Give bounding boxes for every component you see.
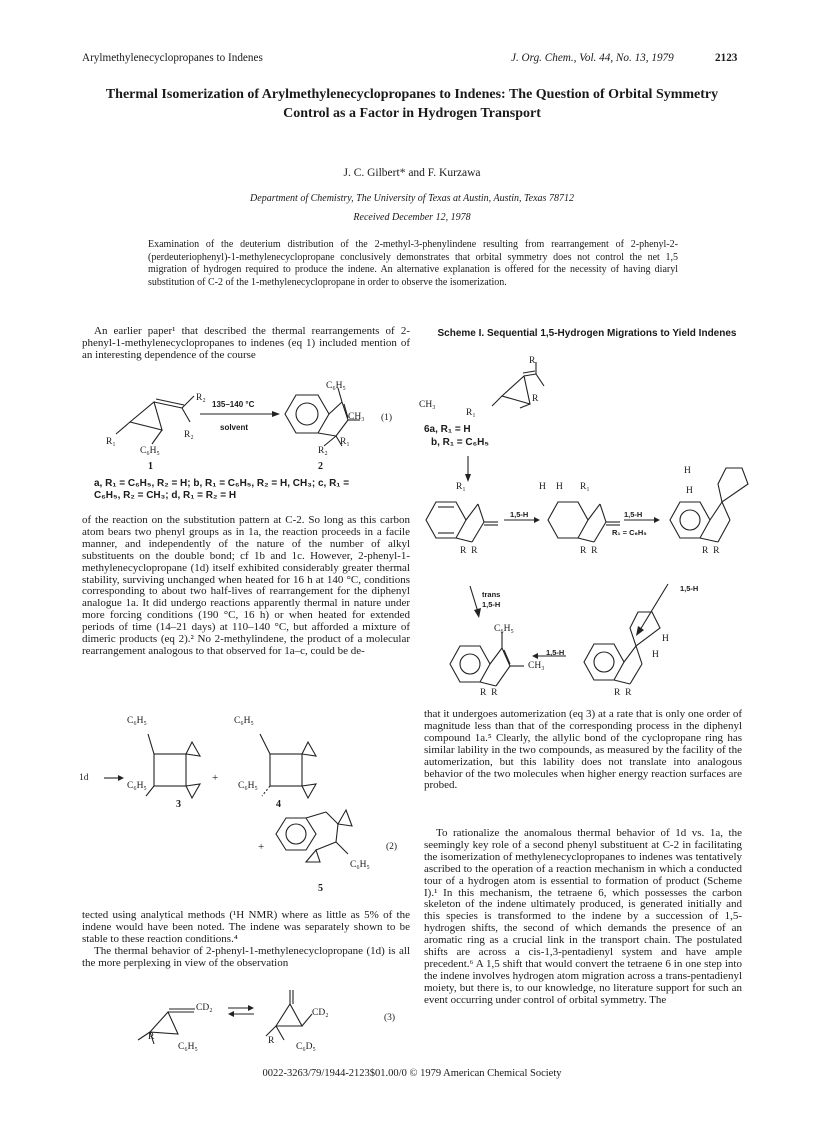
scheme-r1-tetraene: R₁ [466,408,476,418]
scheme-1-structures [420,356,740,696]
eq3-cd2-left: CD₂ [196,1003,213,1013]
cyclobutane-3 [154,754,186,786]
scheme-methyl: CH₃ [419,400,436,410]
benzene-ring [285,395,329,433]
scheme-r-6: R [713,546,720,556]
eq1-r1-left: R₁ [106,437,116,447]
article-title: Thermal Isomerization of Arylmethylenecyclopropanes to Indenes: The Question of Orbital Symmetry Control as a Factor in Hydrogen Transport [105,87,719,121]
running-title: Arylmethylenecyclopropanes to Indenes [82,52,263,64]
cyclopropane-left [150,1012,178,1034]
eq1-methyl: CH₃ [348,412,365,422]
eq3-number: (3) [384,1013,396,1023]
eq1-r1-right: R₁ [340,437,350,447]
paragraph-intro: An earlier paper¹ that described the thermal rearrangements of 2-phenyl-1-methylenecyclopropanes to indenes (eq 1) included mention of an interesting dependence of the course [82,325,410,361]
scheme-step-1: 1,5-H [510,510,529,519]
eq1-r2-right: R₂ [318,446,328,456]
eq1-number: (1) [381,413,393,423]
scheme-h-b: H [556,482,563,492]
journal-citation: J. Org. Chem., Vol. 44, No. 13, 1979 [511,52,674,64]
eq1-solvent: solvent [220,423,249,432]
compound-3-label: 3 [176,799,181,810]
eq1-legend-line1: a, R₁ = C₆H₅, R₂ = H; b, R₁ = C₆H₅, R₂ = H, CH₃; c, R₁ = [94,478,350,489]
scheme-methyl-product: CH₃ [528,661,545,671]
scheme-trans-step: 1,5-H [482,600,501,609]
equation-3-structures [90,990,410,1060]
paragraph-detection: tected using analytical methods (¹H NMR) where as little as 5% of the indene would have been noted. The indene was separately shown to be stable to these reaction conditions.⁴ [82,909,410,945]
scheme-intermediate-ring [548,502,588,538]
scheme-legend-6a: 6a, R₁ = H [424,424,471,435]
eq2-4-phenyl-top: C₆H₅ [234,716,254,726]
compound-5-label: 5 [318,883,323,894]
abstract: Examination of the deuterium distribution of the 2-methyl-3-phenylindene resulting from rearrangement of 2-phenyl-2-(perdeuteriophenyl)-1-methylenecyclopropane conclusively demonstrates that orbital symmetry does not control the net 1,5 migration of hydrogen required to produce the indene. An alternative explanation is offered for the necessity of having diaryl substitution of C-2 of the 1-methylenecyclopropane in order to observe the isomerization. [148,239,678,288]
eq1-phenyl-left: C₆H₅ [140,446,160,456]
scheme-r1-a: R₁ [456,482,466,492]
eq3-r-left: R [148,1032,155,1042]
eq2-plus-2: + [258,841,265,853]
scheme-product-indene-ring [450,646,490,682]
scheme-r1-b: R₁ [580,482,590,492]
cyclobutane-4 [270,754,302,786]
scheme-step-3: 1,5-H [680,584,699,593]
scheme-r-9: R [614,688,621,698]
scheme-r-1: R [460,546,467,556]
scheme-trans: trans [482,590,501,599]
scheme-cyclohexadiene [718,468,748,502]
tetralin-benzene-ring [276,818,316,850]
page-number: 2123 [715,52,738,64]
scheme-r-right: R [532,394,539,404]
scheme-legend-6b: b, R₁ = C₆H₅ [431,437,489,448]
eq1-phenyl-right: C₆H₅ [326,381,346,391]
scheme-rr-d [480,688,497,698]
paragraph-substitution: of the reaction on the substitution pattern at C-2. So long as this carbon atom bears two phenyl groups as in 1a, the reaction proceeds in a facile manner, and independently of the nature of the number of alkyl substituents on the double bond; cf 1b and 1c. However, 2-phenyl-1-methylenecyclopropane (1d) itself exhibited considerably greater thermal stability, surviving unchanged when heated for 16 h at 140 °C, conditions corresponding to about two half-lives of rearrangement for the diphenyl analogue 1a. It did undergo reactions apparently thermal in nature under more forcing conditions (190 °C, 16 h) or when heated for extended periods of time (14–21 days) at 110–140 °C, but afforded a mixture of dimeric products (eq 2).² No 2-methylindene, the product of a molecular rearrangement analogous to that observed for 1a–c, could be de- [82,514,410,657]
scheme-phenylindene-ring [670,502,710,538]
equation-1-structures [90,378,410,468]
scheme-rr-a [460,546,477,556]
eq3-r-right: R [268,1036,275,1046]
scheme-rr-e [614,688,631,698]
affiliation: Department of Chemistry, The University of Texas at Austin, Austin, Texas 78712 [250,193,574,204]
footer-copyright: 0022-3263/79/1944-2123$01.00/0 © 1979 American Chemical Society [262,1068,562,1079]
cyclopropane-right [276,1004,302,1026]
eq2-3-phenyl-top: C₆H₅ [127,716,147,726]
scheme-r-top: R [529,356,536,366]
scheme-step-2-condition: R₁ = C₆H₅ [612,528,647,537]
eq2-3-phenyl-bottom: C₆H₅ [127,781,147,791]
eq2-plus-1: + [212,772,219,784]
eq2-5-phenyl: C₆H₅ [350,860,370,870]
scheme-r-4: R [591,546,598,556]
paragraph-automerization: that it undergoes automerization (eq 3) at a rate that is only one order of magnitude less than that of the corresponding process in the diphenyl compound 1a.⁵ Clearly, the allylic bond of the cyclopropane ring has similar lability in the two compounds, as measured by the facility of the automerization, but this lability does not translate into analogous behavior of the two molecules when higher energy reaction surfaces are probed. [424,708,742,792]
compound-2-label: 2 [318,461,323,472]
scheme-step-2: 1,5-H [624,510,643,519]
scheme-h-f: H [652,650,659,660]
scheme-r-10: R [625,688,632,698]
authors: J. C. Gilbert* and F. Kurzawa [343,167,481,179]
eq2-number: (2) [386,842,398,852]
compound-1-label: 1 [148,461,153,472]
eq3-c6d5-right: C₆D₅ [296,1042,316,1052]
scheme-h-c: H [684,466,691,476]
scheme-r-8: R [491,688,498,698]
scheme-h-a: H [539,482,546,492]
eq2-start: 1d [79,773,89,783]
scheme-r-2: R [471,546,478,556]
cyclopropane-ring [130,402,162,430]
eq1-r2-bottom: R₂ [184,430,194,440]
scheme-step-4: 1,5-H [546,648,565,657]
eq2-4-phenyl-bottom: C₆H₅ [238,781,258,791]
eq3-cd2-right: CD₂ [312,1008,329,1018]
scheme-rr-c [702,546,719,556]
paragraph-thermal-behavior: The thermal behavior of 2-phenyl-1-methylenecyclopropane (1d) is all the more perplexing in view of the observation [82,945,410,969]
scheme-h-d: H [686,486,693,496]
scheme-caption: Scheme I. Sequential 1,5-Hydrogen Migrations to Yield Indenes [437,328,737,339]
eq1-legend-line2: C₆H₅, R₂ = CH₃; d, R₁ = R₂ = H [94,490,237,501]
scheme-h-e: H [662,634,669,644]
scheme-diene-intermediate-ring [584,644,624,680]
scheme-r-5: R [702,546,709,556]
scheme-tetraene-cyclopropane [502,376,530,404]
compound-4-label: 4 [276,799,281,810]
scheme-rr-b [580,546,597,556]
scheme-phenyl-product: C₆H₅ [494,624,514,634]
received-date: Received December 12, 1978 [353,212,471,223]
eq1-r2-top: R₂ [196,393,206,403]
eq3-phenyl-left: C₆H₅ [178,1042,198,1052]
scheme-r-7: R [480,688,487,698]
paragraph-mechanism: To rationalize the anomalous thermal behavior of 1d vs. 1a, the seemingly key role of a second phenyl substituent at C-2 in facilitating the isomerization of methylenecyclopropanes to indenes was tentatively ascribed to the operation of a reaction mechanism in which a conducted tour of a hydrogen atom is essential to formation of product (Scheme I).¹ In this mechanism, the tetraene 6, which possesses the carbon skeleton of the indene ultimately produced, is generated initially and this species is transformed to the indene by a succession of 1,5-hydrogen shifts, the second of which demands the presence of an aromatic ring as a crucial link in the transport chain. The postulated shifts are across a cis-1,3-pentadienyl system and have ample precedent.⁶ A 1,5 shift that would convert the tetraene 6 in one step into the indene involves hydrogen atom migration across a trans-pentadienyl moiety, but there is, to our knowledge, no literature support for such an event occurring under control of orbital symmetry. The [424,827,742,1006]
eq1-condition: 135–140 °C [212,400,255,409]
scheme-r-3: R [580,546,587,556]
